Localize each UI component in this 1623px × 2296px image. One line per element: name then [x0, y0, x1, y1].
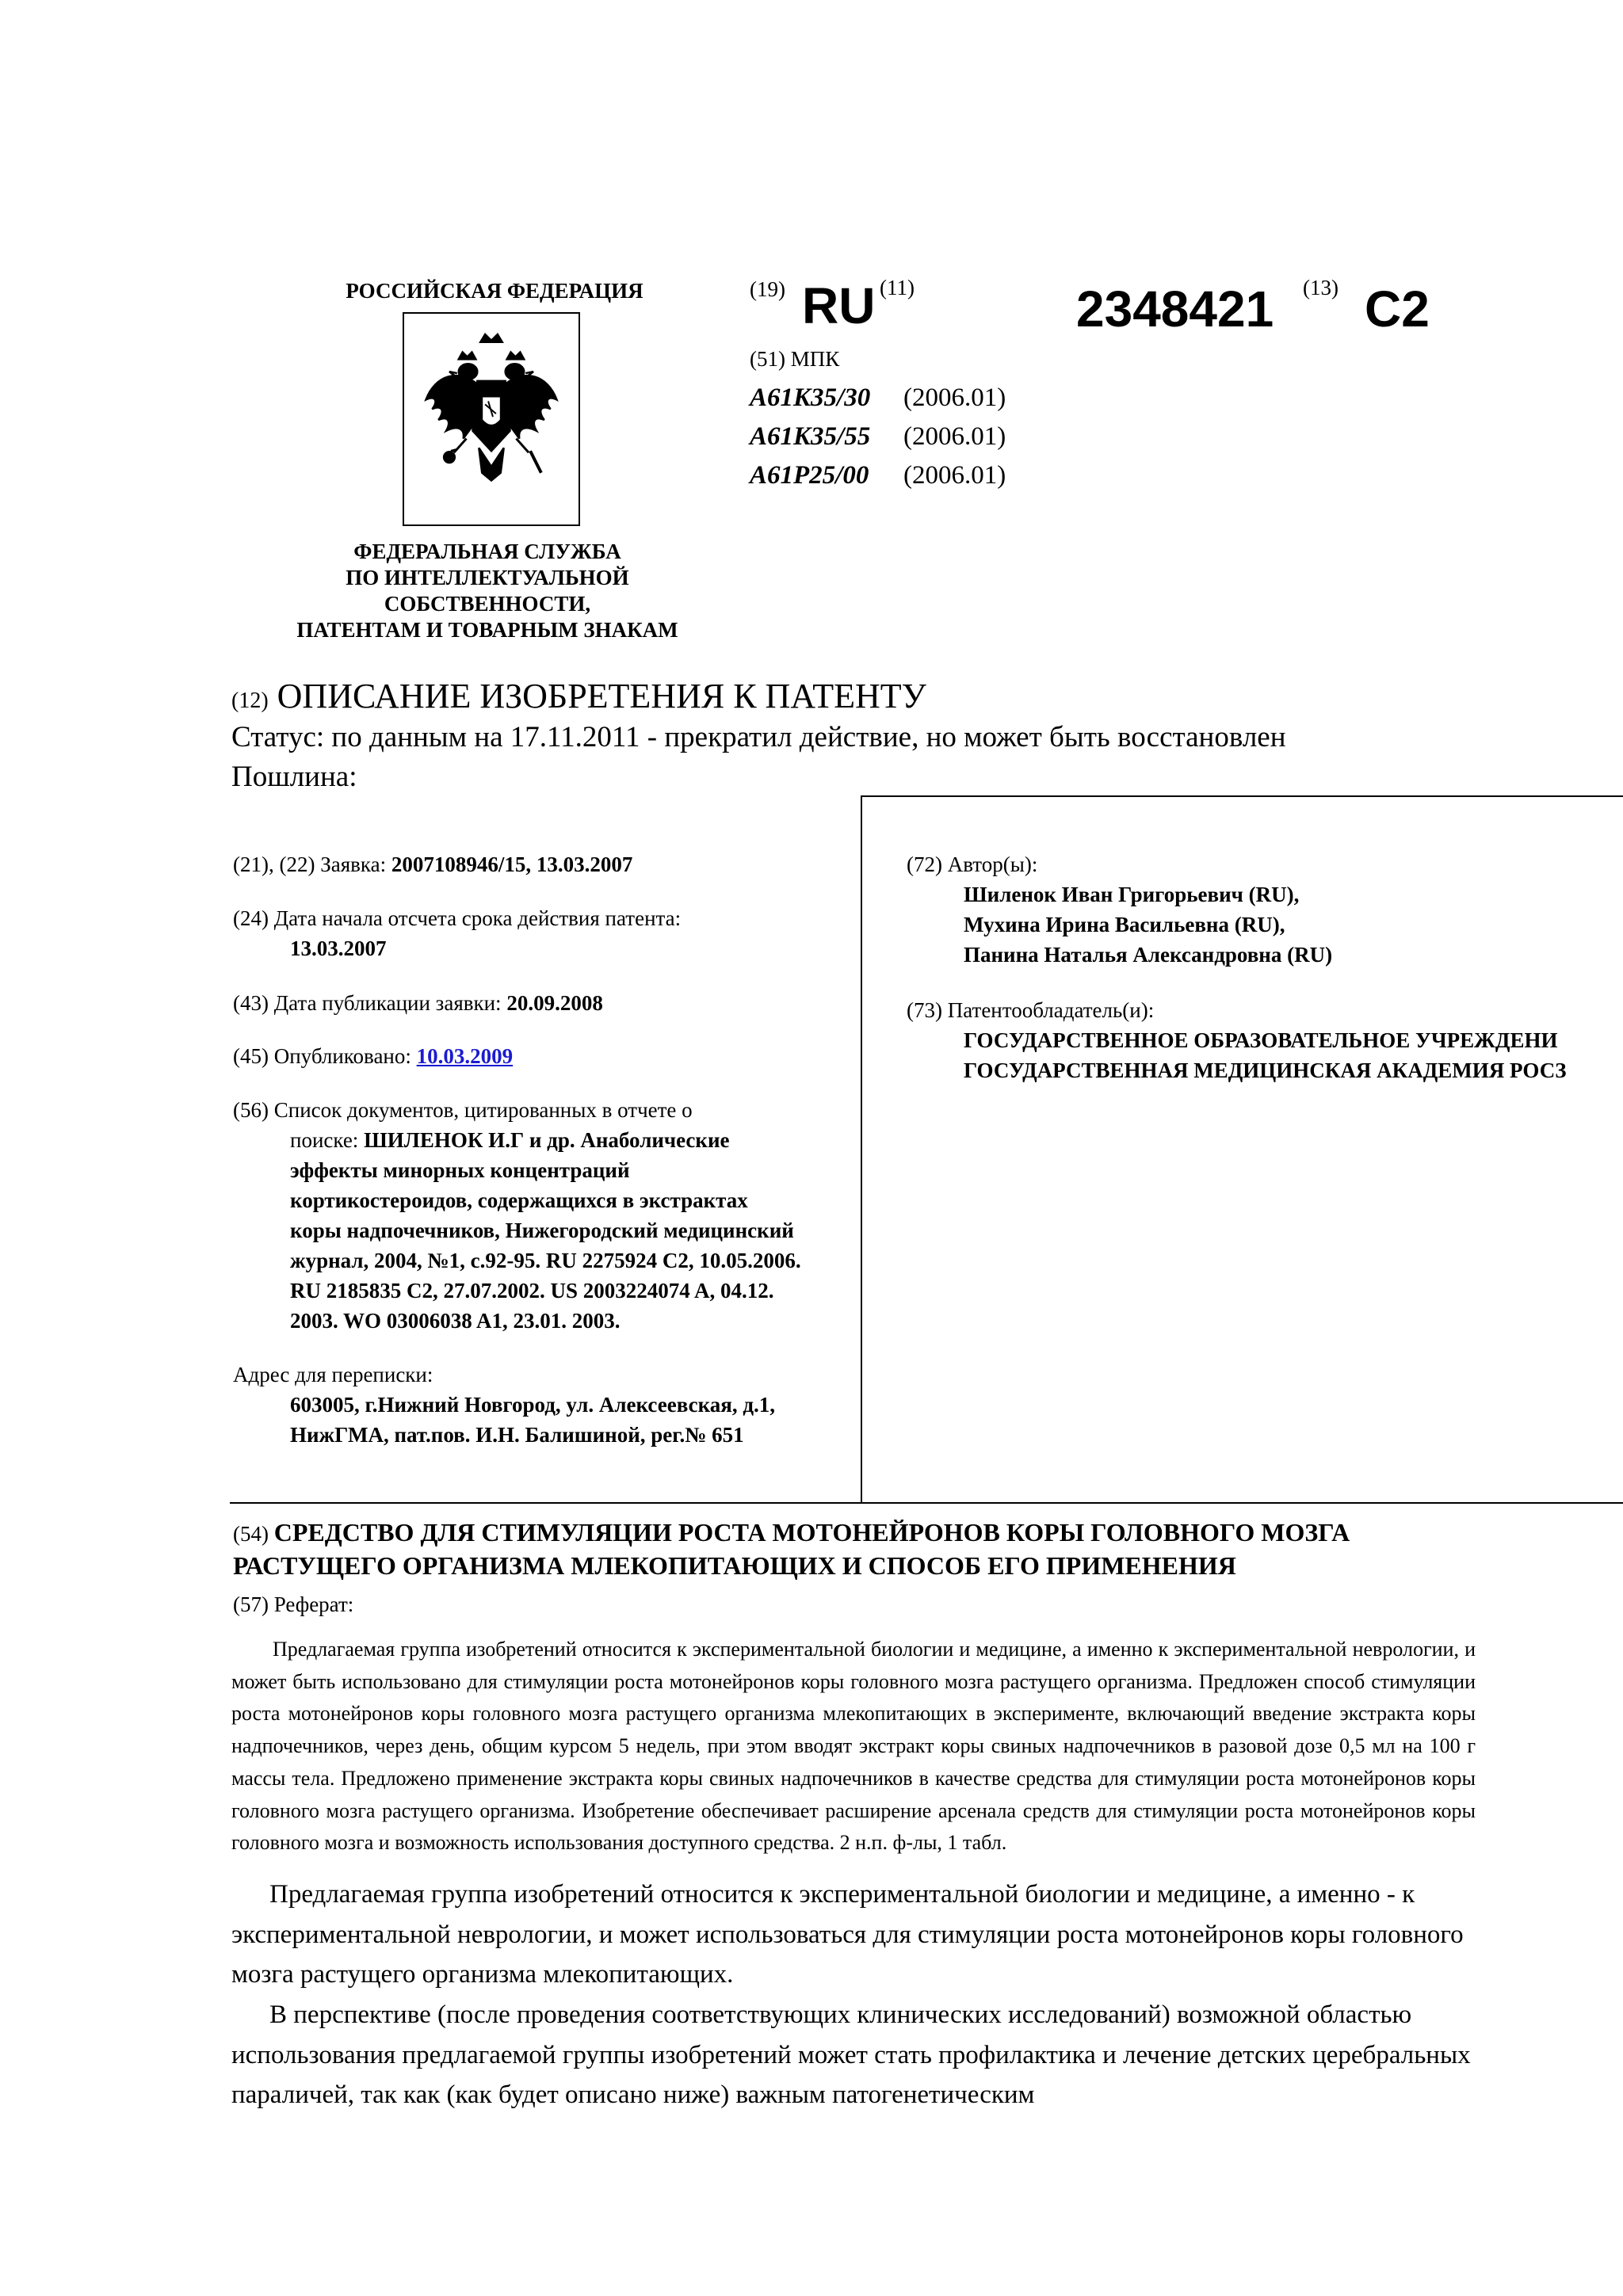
citation-line: коры надпочечников, Нижегородский медицинский — [290, 1219, 794, 1242]
published-field — [233, 1041, 513, 1071]
ipc-code: A61K35/55 — [750, 422, 871, 451]
invention-title-code: (54) — [233, 1522, 274, 1546]
code-11: (11) — [880, 276, 915, 299]
field-label: (56) Список документов, цитированных в отчете о — [233, 1098, 693, 1122]
field-label: (73) Патентообладатель(и): — [907, 998, 1155, 1022]
invention-title-line — [233, 1516, 1350, 1550]
abstract-text: Предлагаемая группа изобретений относится к экспериментальной биологии и медицине, а именно к экспериментальной неврологии, и может быть использовано для стимуляции роста мотонейронов коры головного мозга растущего организма. Предложен способ стимуляции роста мотонейронов коры головного мозга растущего организма млекопитающих в эксперименте, включающий введение экстракта коры надпочечников, через день, общим курсом 5 недель, при этом вводят экстракт коры свиных надпочечников в разовой дозе 0,5 мл на 100 г массы тела. Предложено применение экстракта коры свиных надпочечников в качестве средства для стимуляции роста мотонейронов коры головного мозга растущего организма. Изобретение обеспечивает расширение арсенала средств для стимуляции роста мотонейронов коры головного мозга и возможность использования доступного средства. 2 н.п. ф-лы, 1 табл. — [231, 1638, 1476, 1855]
invention-title-line: РАСТУЩЕГО ОРГАНИЗМА МЛЕКОПИТАЮЩИХ И СПОСОБ ЕГО ПРИМЕНЕНИЯ — [233, 1551, 1236, 1580]
start-date-field — [233, 903, 681, 963]
biblio-bottom-rule — [230, 1502, 1623, 1504]
country-name: РОССИЙСКАЯ ФЕДЕРАЦИЯ — [346, 279, 643, 303]
body-paragraph: В перспективе (после проведения соответствующих клинических исследований) возможной областью использования предлагаемой группы изобретений может стать профилактика и лечение детских церебральных параличей, так как (как будет описано ниже) важным патогенетическим — [231, 2000, 1471, 2109]
ipc-row — [750, 379, 1006, 418]
citation-line: журнал, 2004, №1, с.92-95. RU 2275924 C2, 10.05.2006. — [290, 1249, 801, 1272]
ipc-row — [750, 456, 1006, 495]
agency-name — [262, 539, 713, 643]
coat-of-arms-icon — [403, 312, 580, 526]
address-line: НижГМА, пат.пов. И.Н. Балишиной, рег.№ 651 — [290, 1423, 744, 1447]
invention-title-text: СРЕДСТВО ДЛЯ СТИМУЛЯЦИИ РОСТА МОТОНЕЙРОНОВ КОРЫ ГОЛОВНОГО МОЗГА — [273, 1518, 1350, 1547]
ipc-list — [750, 379, 1006, 495]
address-line: 603005, г.Нижний Новгород, ул. Алексеевская, д.1, — [290, 1393, 775, 1417]
ipc-code: A61K35/30 — [750, 383, 871, 412]
country-code: RU — [802, 277, 876, 334]
citation-line: 2003. WO 03006038 A1, 23.01. 2003. — [290, 1309, 621, 1333]
citation-line: эффекты минорных концентраций — [290, 1158, 630, 1182]
agency-line: ПАТЕНТАМ И ТОВАРНЫМ ЗНАКАМ — [296, 618, 678, 642]
citation-line — [233, 1125, 859, 1155]
field-value: 2007108946/15, 13.03.2007 — [391, 852, 633, 876]
owner-line: ГОСУДАРСТВЕННОЕ ОБРАЗОВАТЕЛЬНОЕ УЧРЕЖДЕНИ — [964, 1028, 1558, 1052]
fee-line: Пошлина: — [231, 761, 357, 793]
ipc-version: (2006.01) — [903, 422, 1006, 451]
ipc-row — [750, 418, 1006, 456]
citation-line: кортикостероидов, содержащихся в экстрактах — [290, 1188, 748, 1212]
field-value: 20.09.2008 — [506, 991, 603, 1015]
citation-line: RU 2185835 C2, 27.07.2002. US 2003224074 A, 04.12. — [290, 1279, 774, 1302]
biblio-top-rule — [861, 795, 1623, 797]
ipc-version: (2006.01) — [903, 461, 1006, 490]
author-name: Шиленок Иван Григорьевич (RU), — [964, 883, 1300, 906]
citation-prefix: поиске: — [290, 1128, 365, 1152]
mpk-label: (51) МПК — [750, 347, 840, 371]
body-paragraph: Предлагаемая группа изобретений относится к экспериментальной биологии и медицине, а именно - к экспериментальной неврологии, и может использоваться для стимуляции роста мотонейронов коры головного мозга растущего организма млекопитающих. — [231, 1880, 1464, 1989]
agency-line: ФЕДЕРАЛЬНАЯ СЛУЖБА — [353, 540, 621, 563]
owner-line: ГОСУДАРСТВЕННАЯ МЕДИЦИНСКАЯ АКАДЕМИЯ РОСЗ — [964, 1058, 1567, 1082]
field-label: Адрес для переписки: — [233, 1363, 433, 1386]
agency-line: СОБСТВЕННОСТИ, — [384, 592, 591, 616]
field-label: (45) Опубликовано: — [233, 1044, 417, 1068]
code-19: (19) — [750, 277, 785, 301]
status-line: Статус: по данным на 17.11.2011 - прекратил действие, но может быть восстановлен — [231, 721, 1286, 753]
field-label: (24) Дата начала отсчета срока действия патента: — [233, 906, 682, 930]
authors-field — [907, 849, 1332, 970]
field-label: (72) Автор(ы): — [907, 852, 1038, 876]
field-value: 13.03.2007 — [290, 936, 387, 960]
address-field — [233, 1360, 775, 1450]
patent-number: 2348421 — [1076, 280, 1274, 338]
title-code: (12) — [231, 688, 269, 713]
author-name: Мухина Ирина Васильевна (RU), — [964, 913, 1285, 936]
citation-text: ШИЛЕНОК И.Г и др. Анаболические — [364, 1128, 730, 1152]
document-title — [231, 676, 926, 716]
application-field — [233, 849, 632, 879]
title-text: ОПИСАНИЕ ИЗОБРЕТЕНИЯ К ПАТЕНТУ — [277, 677, 926, 715]
biblio-column-divider — [861, 795, 862, 1504]
field-label: (21), (22) Заявка: — [233, 852, 391, 876]
abstract-label: (57) Реферат: — [233, 1592, 354, 1616]
application-publication-field — [233, 988, 603, 1018]
ipc-version: (2006.01) — [903, 383, 1006, 412]
author-name: Панина Наталья Александровна (RU) — [964, 943, 1333, 967]
owners-field — [907, 995, 1623, 1085]
ipc-code: A61P25/00 — [750, 461, 869, 490]
agency-line: ПО ИНТЕЛЛЕКТУАЛЬНОЙ — [346, 566, 629, 589]
code-13: (13) — [1303, 276, 1338, 299]
published-date-link[interactable]: 10.03.2009 — [416, 1044, 514, 1068]
invention-title — [233, 1516, 1350, 1581]
field-label: (43) Дата публикации заявки: — [233, 991, 507, 1015]
citations-field — [233, 1095, 859, 1336]
patent-kind: C2 — [1365, 280, 1430, 338]
